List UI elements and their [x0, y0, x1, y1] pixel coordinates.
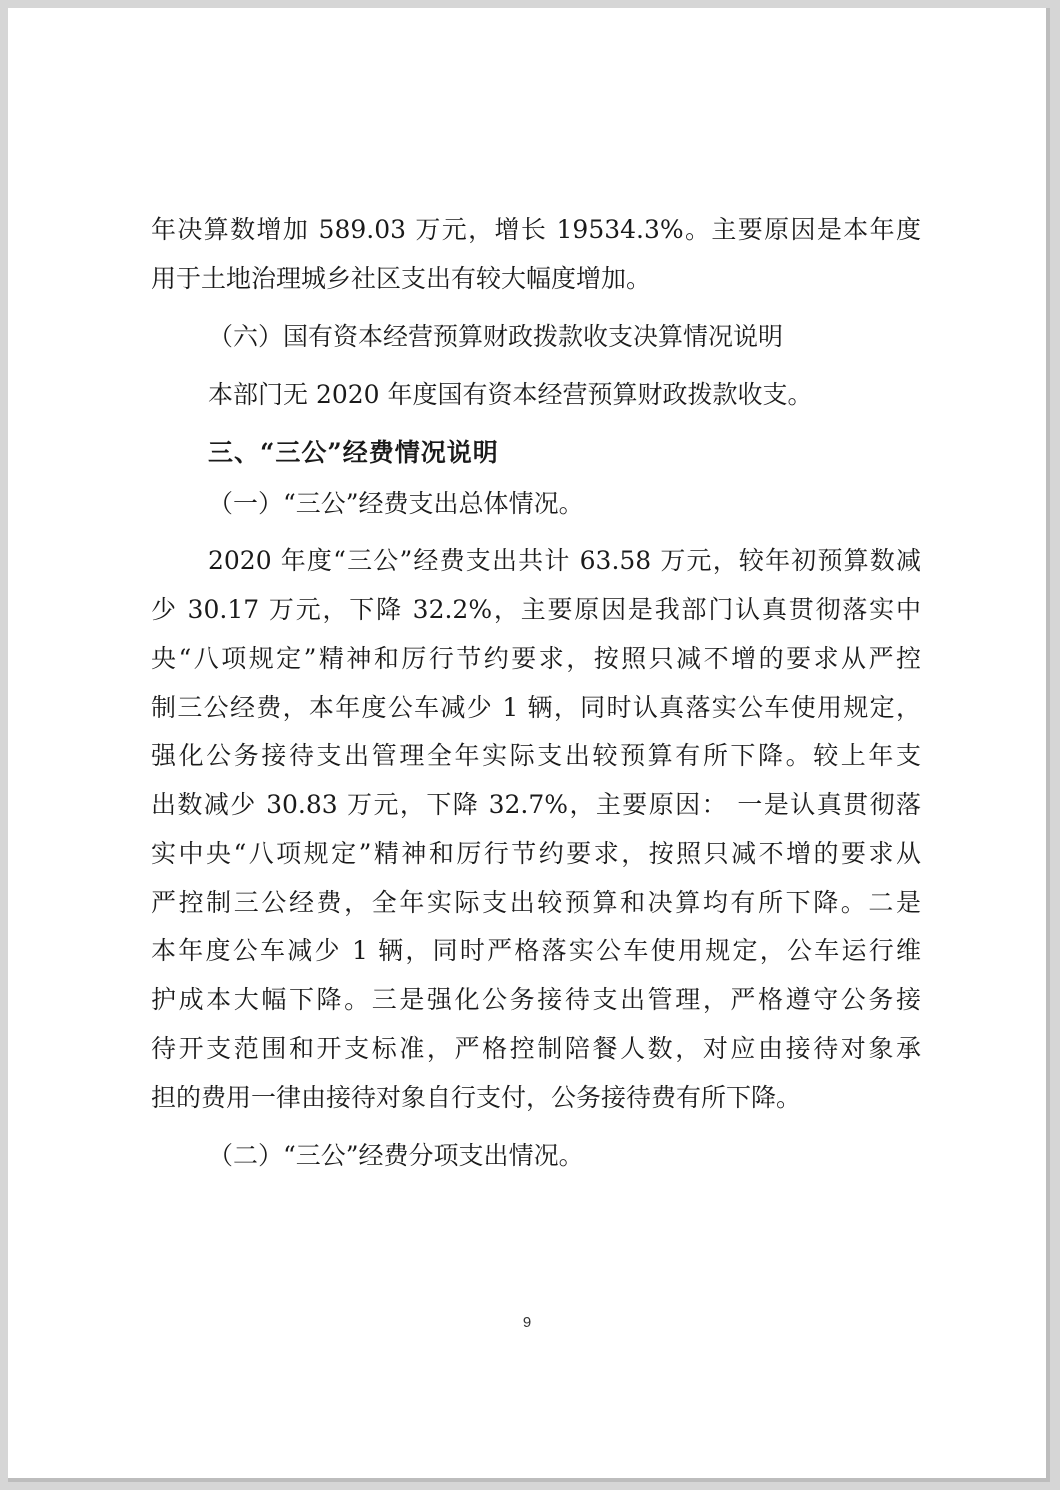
paragraph-line: 实中央“八项规定”精神和厉行节约要求，按照只减不增的要求从	[151, 839, 921, 868]
paragraph-line: 本部门无 2020 年度国有资本经营预算财政拨款收支。	[208, 380, 813, 409]
chapter-heading: 三、“三公”经费情况说明	[208, 438, 499, 467]
section-heading: （二）“三公”经费分项支出情况。	[208, 1141, 584, 1170]
paragraph-line: 年决算数增加 589.03 万元，增长 19534.3%。主要原因是本年度	[151, 215, 921, 244]
page-number: 9	[522, 1314, 532, 1331]
paragraph-line: 出数减少 30.83 万元，下降 32.7%，主要原因： 一是认真贯彻落	[151, 790, 921, 819]
paragraph-line: 严控制三公经费，全年实际支出较预算和决算均有所下降。二是	[151, 888, 921, 917]
paragraph-line: 担的费用一律由接待对象自行支付，公务接待费有所下降。	[151, 1083, 802, 1112]
paragraph-line: 护成本大幅下降。三是强化公务接待支出管理，严格遵守公务接	[151, 985, 921, 1014]
paragraph-line: 用于土地治理城乡社区支出有较大幅度增加。	[151, 264, 652, 293]
paragraph-line: 央“八项规定”精神和厉行节约要求，按照只减不增的要求从严控	[151, 644, 921, 673]
document-page	[8, 8, 1050, 1482]
paragraph-line: 2020 年度“三公”经费支出共计 63.58 万元，较年初预算数减	[208, 546, 921, 575]
section-heading: （六）国有资本经营预算财政拨款收支决算情况说明	[208, 322, 784, 351]
paragraph-line: 本年度公车减少 1 辆，同时严格落实公车使用规定，公车运行维	[151, 936, 921, 965]
paragraph-line: 待开支范围和开支标准，严格控制陪餐人数，对应由接待对象承	[151, 1034, 921, 1063]
paragraph-line: 制三公经费，本年度公车减少 1 辆，同时认真落实公车使用规定，	[151, 693, 921, 722]
paragraph-line: 强化公务接待支出管理全年实际支出较预算有所下降。较上年支	[151, 741, 921, 770]
paragraph-line: 少 30.17 万元，下降 32.2%，主要原因是我部门认真贯彻落实中	[151, 595, 921, 624]
section-heading: （一）“三公”经费支出总体情况。	[208, 489, 584, 518]
